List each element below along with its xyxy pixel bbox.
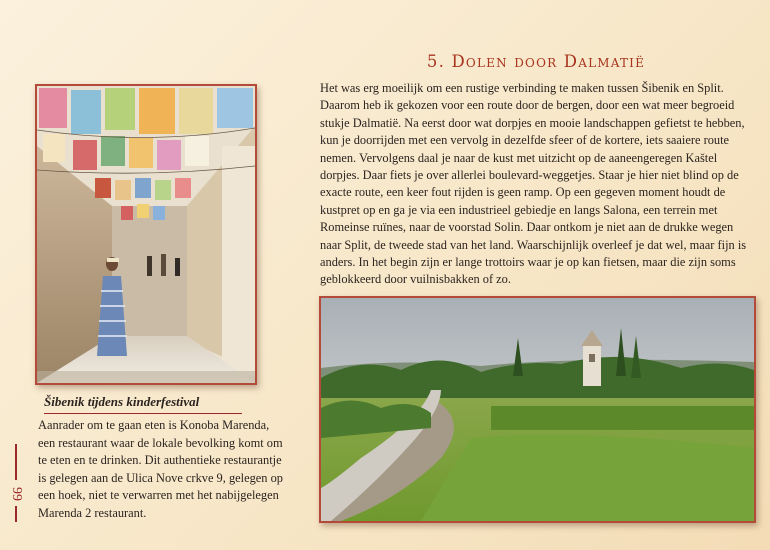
festival-street-photo [35, 84, 257, 385]
page-rule-bottom [15, 506, 17, 522]
countryside-road-image [321, 298, 754, 521]
photo-caption: Šibenik tijdens kinderfestival [44, 394, 242, 414]
countryside-road-photo [319, 296, 756, 523]
chapter-body-text: Het was erg moeilijk om een rustige verbinding te maken tussen Šibenik en Split. Daarom heb ik gekozen voor een route door de bergen, door een wat meer begroeid stukje Dalmatië. Na eerst door wat dorpjes en mooie landschappen gefietst te hebben, kun je doorrijden met een vervolg in dezelfde sfeer of de kortere, iets saaiere route nemen. Vervolgens daal je naar de kust met uitzicht op de aaneengeregen Kaštel dorpjes. Daar fiets je over allerlei boulevard-weggetjes. Staar je hier niet blind op de exacte route, een keer fout rijden is geen ramp. Op een gegeven moment houdt de kustpret op en ga je via een industrieel gebiedje en langs Salona, een terrein met Romeinse ruïnes, naar de voorstad Solin. Daar ontkom je niet aan de drukke wegen naar Split, de tweede stad van het land. Waarschijnlijk overleef je dat wel, maar fijn is anders. In het begin zijn er lange trottoirs waar je op kan fietsen, maar die zijn soms geblokkeerd door vuilnisbakken of zo. [320, 81, 747, 287]
festival-street-image [37, 86, 255, 383]
page-rule-top [15, 444, 17, 480]
restaurant-tip-text: Aanrader om te gaan eten is Konoba Marenda, een restaurant waar de lokale bevolking komt om te eten en te drinken. Dit authentieke restaurantje is gelegen aan de Ulica Nove crkve 9, gelegen op een hoek, niet te verwarren met het nabijgelegen Marenda 2 restaurant. [38, 418, 283, 520]
chapter-title: 5. Dolen door Dalmatië [426, 52, 646, 71]
page-number: 99 [9, 487, 24, 501]
